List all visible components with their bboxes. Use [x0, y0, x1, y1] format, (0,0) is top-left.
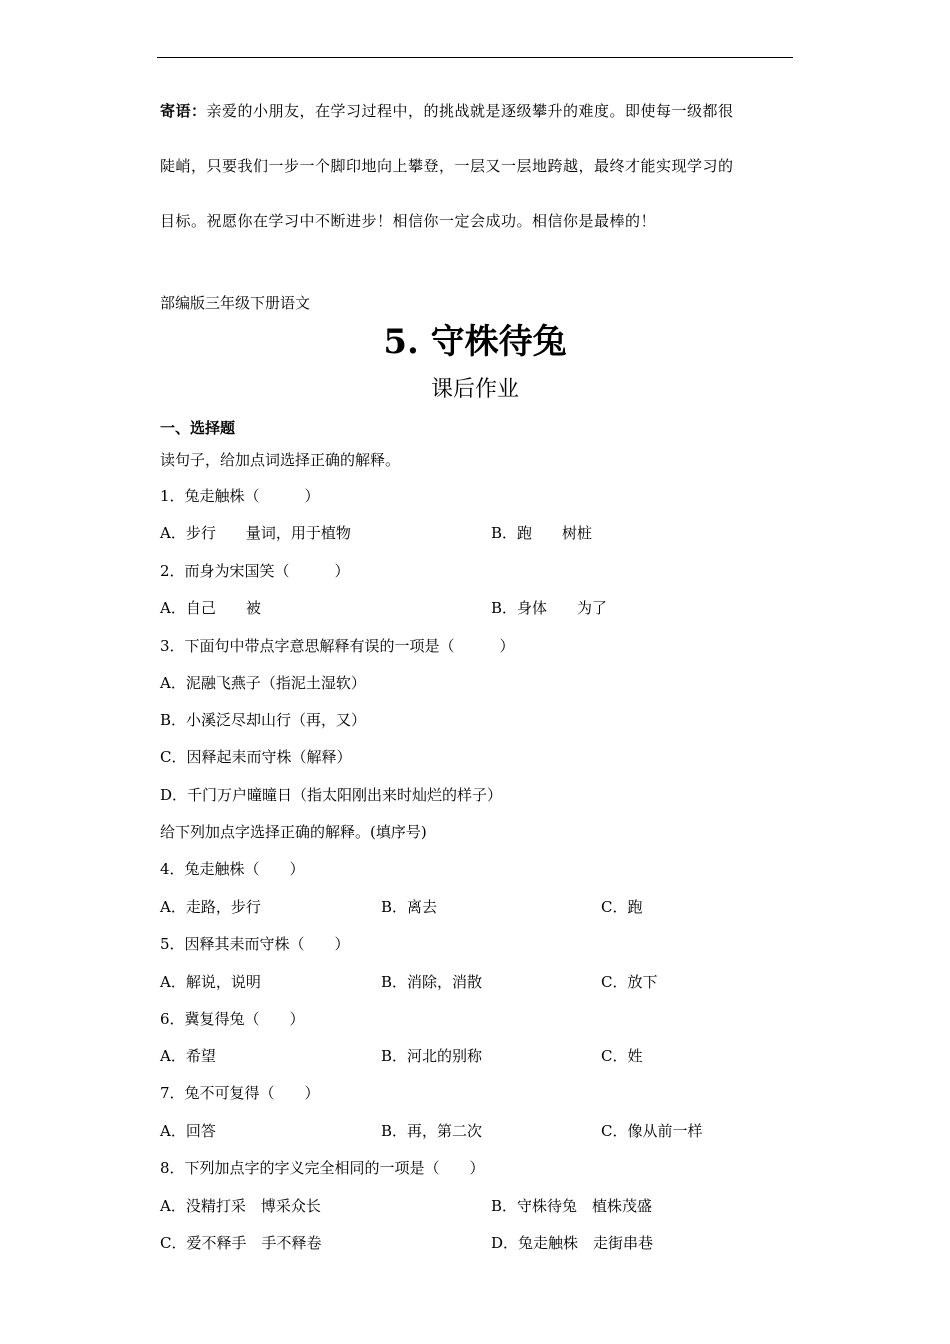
- question-8-option-b[interactable]: B．守株待兔 植株茂盛: [491, 1197, 653, 1215]
- question-6-stem: 6．冀复得兔（ ）: [160, 1010, 305, 1028]
- question-3-option-b[interactable]: B．小溪泛尽却山行（再，又）: [160, 711, 367, 729]
- question-7-option-c[interactable]: C．像从前一样: [601, 1122, 703, 1140]
- question-8-options-row-1: [160, 1195, 796, 1217]
- header-rule: [157, 57, 793, 58]
- question-1-option-a[interactable]: A．步行 量词，用于植物: [160, 524, 351, 542]
- question-7-stem: 7．兔不可复得（ ）: [160, 1084, 320, 1102]
- question-2-stem: 2．而身为宋国笑（ ）: [160, 562, 350, 580]
- greeting-line-2: 陡峭，只要我们一步一个脚印地向上攀登，一层又一层地跨越，最终才能实现学习的: [160, 157, 734, 175]
- question-4-option-c[interactable]: C．跑: [601, 898, 643, 916]
- instruction-part-2: 给下列加点字选择正确的解释。(填序号): [160, 823, 427, 841]
- page-title: 5. 守株待兔: [383, 322, 567, 362]
- question-5-option-a[interactable]: A．解说，说明: [160, 973, 261, 991]
- question-4-stem: 4．兔走触株（ ）: [160, 860, 305, 878]
- greeting-line-1: [160, 84, 796, 139]
- question-2-option-b[interactable]: B．身体 为了: [491, 599, 608, 617]
- instruction-part-1: 读句子，给加点词选择正确的解释。: [160, 451, 401, 469]
- question-1-stem: 1．兔走触株（ ）: [160, 487, 320, 505]
- question-8-stem: 8．下列加点字的字义完全相同的一项是（ ）: [160, 1159, 485, 1177]
- question-6-option-b[interactable]: B．河北的别称: [381, 1047, 483, 1065]
- question-2-options: [160, 597, 796, 619]
- question-8-options-row-2: [160, 1232, 796, 1254]
- question-4-option-a[interactable]: A．走路，步行: [160, 898, 261, 916]
- section-heading: 一、选择题: [160, 419, 236, 437]
- question-6-option-c[interactable]: C．姓: [601, 1047, 643, 1065]
- question-5-option-b[interactable]: B．消除，消散: [381, 973, 483, 991]
- page-subtitle: 课后作业: [430, 377, 519, 402]
- question-8-option-d[interactable]: D．兔走触株 走街串巷: [491, 1234, 654, 1252]
- question-3-stem: 3．下面句中带点字意思解释有误的一项是（ ）: [160, 637, 515, 655]
- greeting-paragraph: [160, 84, 796, 249]
- question-5-option-c[interactable]: C．放下: [601, 973, 658, 991]
- question-4-option-b[interactable]: B．离去: [381, 898, 438, 916]
- greeting-line-3: 目标。祝愿你在学习中不断进步！相信你一定会成功。相信你是最棒的！: [160, 212, 657, 230]
- question-6-option-a[interactable]: A．希望: [160, 1047, 216, 1065]
- question-7-option-b[interactable]: B．再，第二次: [381, 1122, 483, 1140]
- question-5-stem: 5．因释其耒而守株（ ）: [160, 935, 350, 953]
- question-7-options: [160, 1120, 796, 1142]
- question-5-options: [160, 971, 796, 993]
- greeting-text-1: 亲爱的小朋友，在学习过程中，的挑战就是逐级攀升的难度。即使每一级都很: [206, 102, 734, 120]
- question-6-options: [160, 1045, 796, 1067]
- question-4-options: [160, 896, 796, 918]
- question-7-option-a[interactable]: A．回答: [160, 1122, 216, 1140]
- question-3-option-c[interactable]: C．因释起耒而守株（解释）: [160, 748, 352, 766]
- question-8-option-c[interactable]: C．爱不释手 手不释卷: [160, 1234, 322, 1252]
- grade-line: 部编版三年级下册语文: [160, 294, 311, 312]
- question-1-option-b[interactable]: B．跑 树桩: [491, 524, 593, 542]
- question-8-option-a[interactable]: A．没精打采 博采众长: [160, 1197, 321, 1215]
- question-1-options: [160, 522, 796, 544]
- question-3-option-a[interactable]: A．泥融飞燕子（指泥土湿软）: [160, 674, 366, 692]
- greeting-label: 寄语：: [160, 102, 207, 120]
- question-3-option-d[interactable]: D．千门万户曈曈日（指太阳刚出来时灿烂的样子）: [160, 786, 503, 804]
- question-2-option-a[interactable]: A．自己 被: [160, 599, 261, 617]
